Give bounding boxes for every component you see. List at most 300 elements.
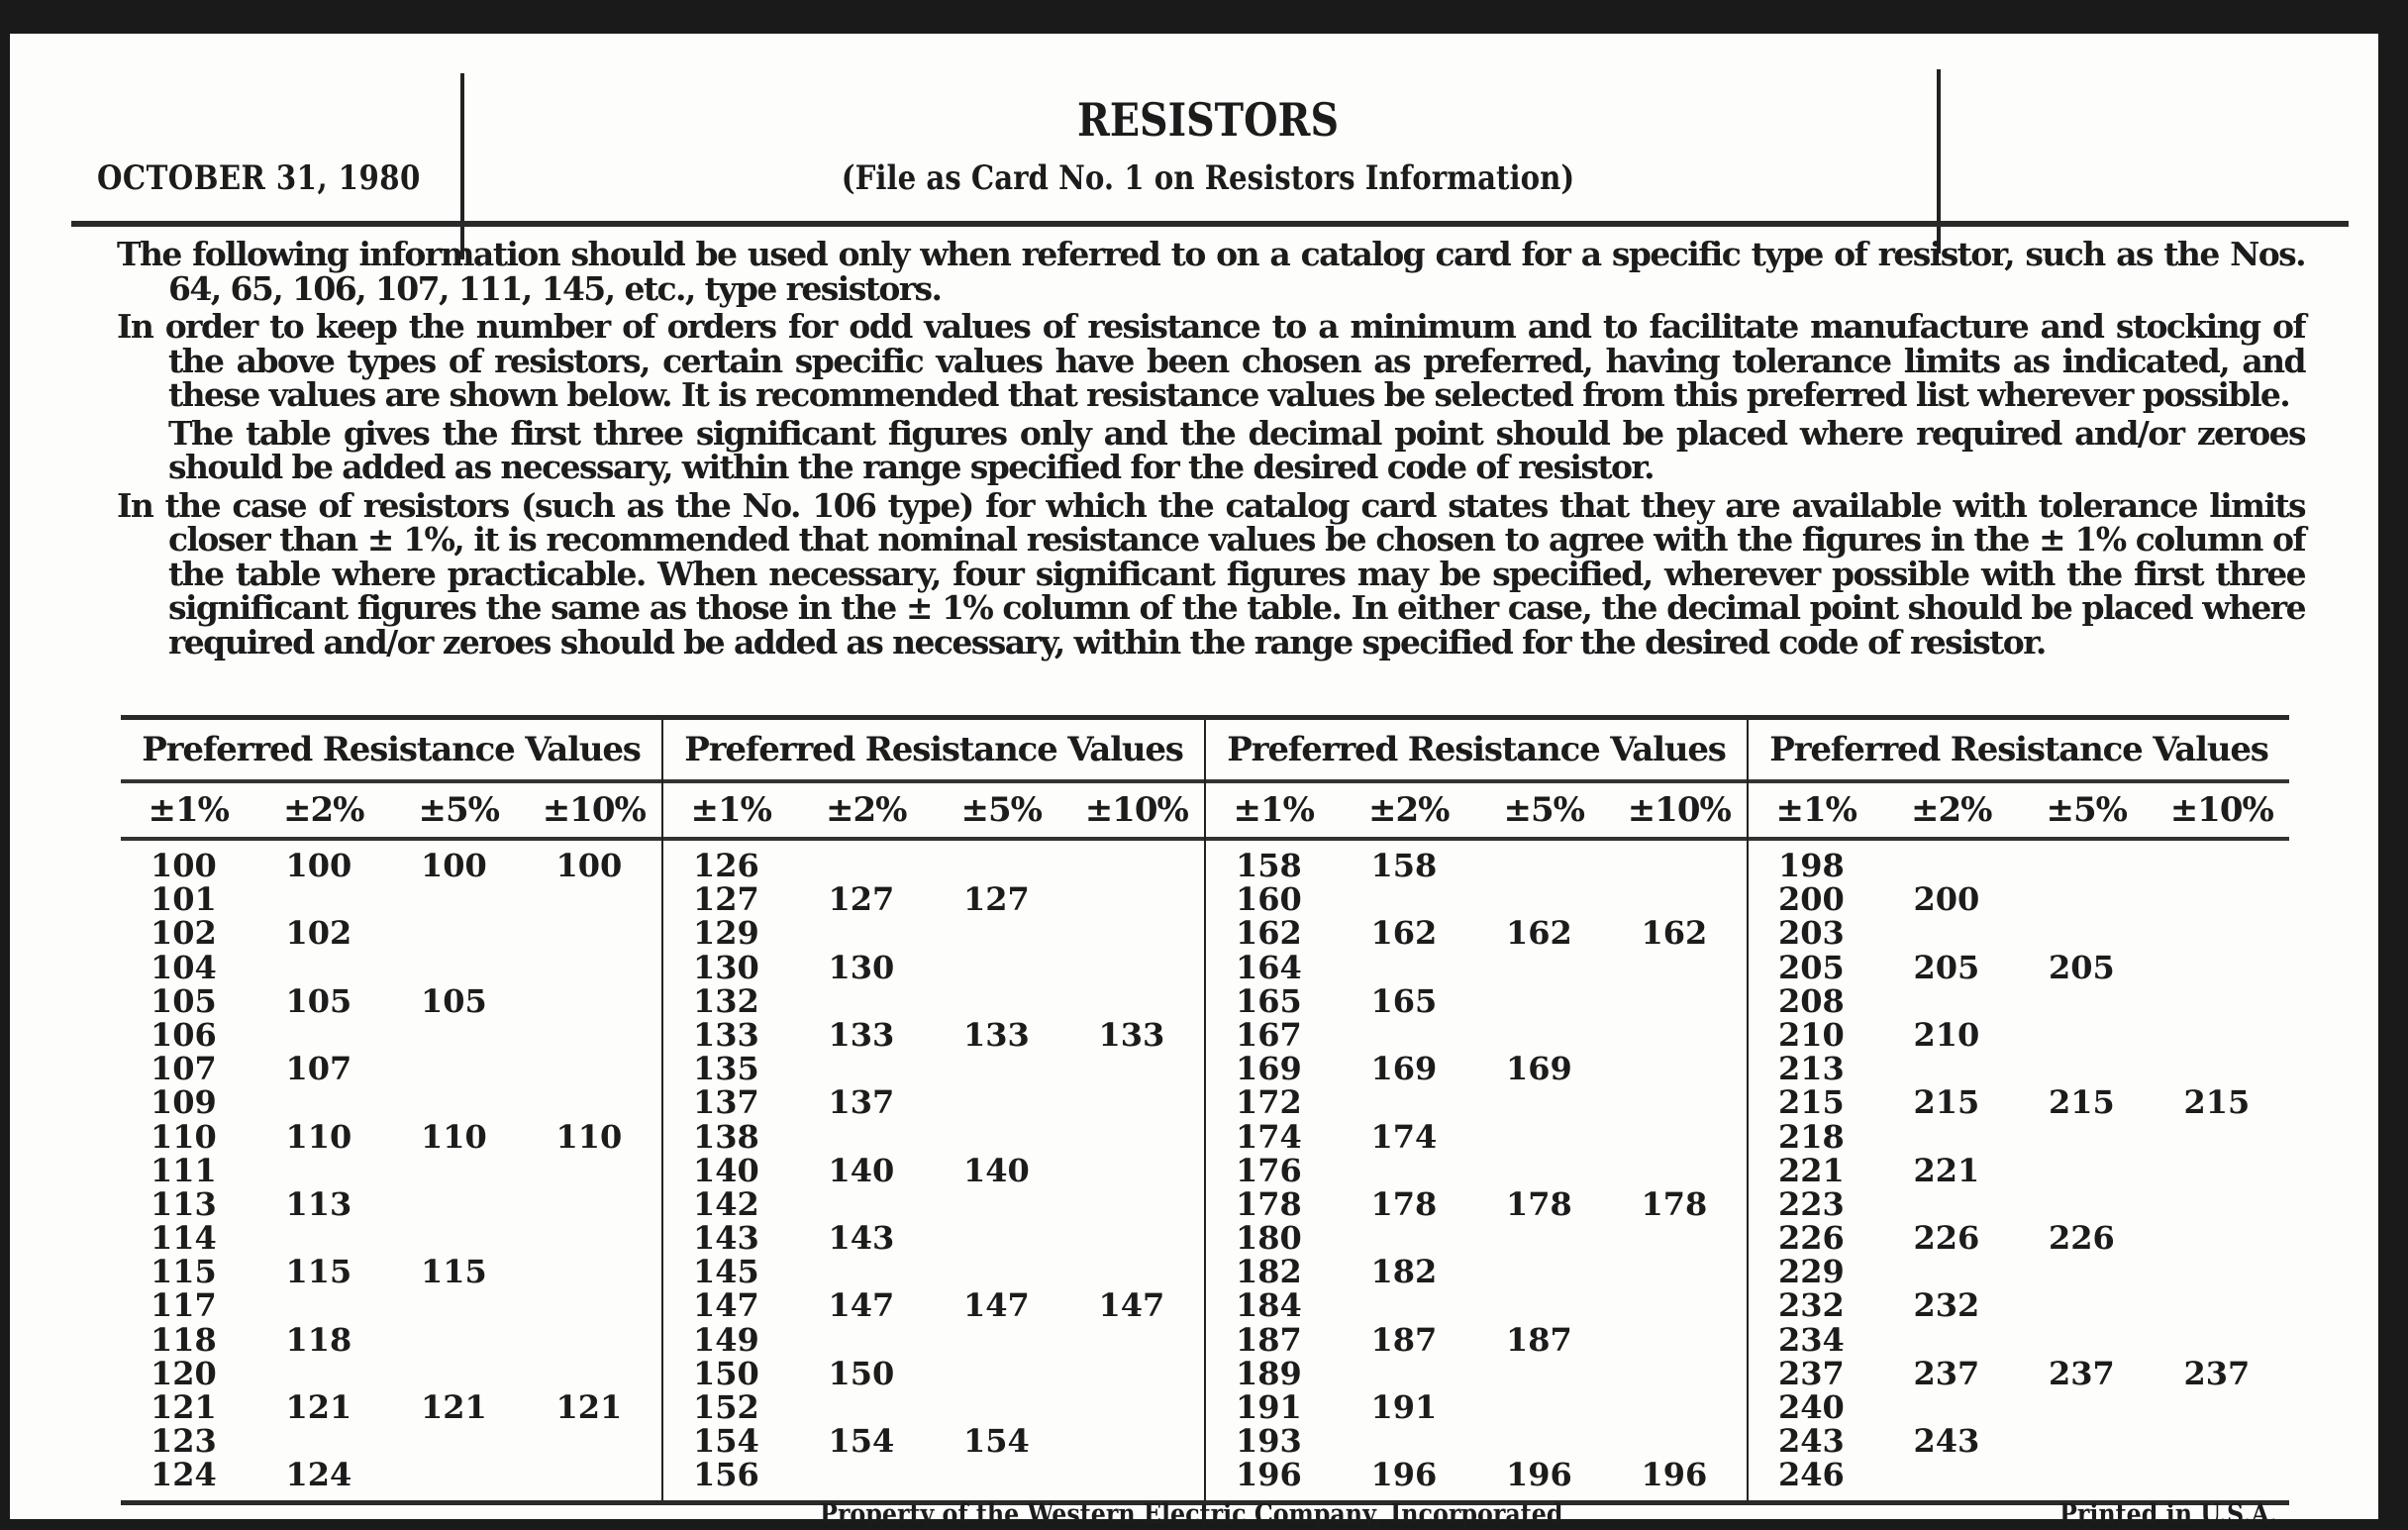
value-cell: 187 [1236, 1320, 1302, 1359]
value-cell: 218 [1778, 1117, 1845, 1156]
value-cell [2184, 1221, 2290, 1255]
value-cell: 213 [1778, 1050, 1845, 1088]
value-cell [1642, 1357, 1748, 1390]
value-cell: 104 [150, 948, 217, 986]
tolerance-header: ±10% [2169, 790, 2273, 830]
value-cell: 178 [1506, 1184, 1572, 1223]
tolerance-header: ±1% [1775, 790, 1856, 830]
value-cell: 120 [150, 1354, 217, 1392]
value-cell: 137 [828, 1083, 895, 1122]
value-cell: 237 [2183, 1354, 2251, 1392]
value-cell [286, 1221, 392, 1255]
value-column [1749, 849, 1884, 1492]
value-column [1612, 849, 1748, 1492]
value-cell [963, 1458, 1069, 1491]
value-cell: 226 [2049, 1219, 2115, 1258]
footer-property: Property of the Western Electric Company, Incorporated [820, 1499, 1563, 1530]
value-columns [1749, 841, 2289, 1492]
value-column [934, 849, 1069, 1492]
value-cell: 152 [693, 1388, 759, 1426]
tolerance-header: ±2% [826, 790, 907, 830]
value-cell [2184, 951, 2290, 984]
value-cell: 221 [1778, 1151, 1845, 1189]
value-cell [1914, 849, 2020, 882]
value-cell: 107 [150, 1050, 217, 1088]
value-cell: 221 [1913, 1151, 1980, 1189]
value-cell [1099, 1390, 1205, 1424]
value-cell [2184, 882, 2290, 916]
value-column [799, 849, 935, 1492]
value-columns [663, 841, 1204, 1492]
value-cell [1642, 882, 1748, 916]
paragraph-4: In the case of resistors (such as the No. 106 type) for which the catalog card states that they are available with tolerance limits closer than ± 1%, it is recommended that nominal resistance values be chosen to agree with the figures in the ± 1% column of the table where practicable. When necessary, four significant figures may be specified, wherever possible with the first three significant figures the same as those in the ± 1% column of the table. In either case, the decimal point should be placed where required and/or zeroes should be added as necessary, within the range specified for the desired code of resistor. [117, 485, 2305, 662]
value-cell: 156 [693, 1456, 759, 1494]
tolerance-header-row [663, 783, 1204, 841]
value-cell [421, 1154, 527, 1187]
value-cell: 132 [693, 981, 759, 1020]
value-cell [1914, 1120, 2020, 1154]
tolerance-header: ±10% [1627, 790, 1731, 830]
value-cell [556, 1288, 662, 1322]
value-cell: 100 [555, 847, 623, 884]
value-cell [1914, 1255, 2020, 1288]
value-cell: 182 [1236, 1253, 1302, 1291]
value-cell: 147 [828, 1286, 895, 1325]
value-cell: 129 [693, 914, 759, 953]
value-cell [2049, 1458, 2155, 1491]
value-cell: 174 [1236, 1117, 1302, 1156]
value-cell [2184, 1458, 2290, 1491]
group-heading: Preferred Resistance Values [1749, 720, 2289, 783]
value-cell: 101 [150, 880, 217, 919]
value-cell: 210 [1778, 1015, 1845, 1054]
value-cell [1506, 1357, 1612, 1390]
value-cell: 105 [285, 981, 352, 1020]
value-cell [1506, 1424, 1612, 1458]
value-cell: 232 [1778, 1286, 1845, 1325]
value-cell [556, 951, 662, 984]
value-cell: 123 [150, 1422, 217, 1461]
value-cell [1642, 1424, 1748, 1458]
value-cell: 234 [1778, 1320, 1845, 1359]
value-cell [1371, 1018, 1477, 1052]
value-cell [286, 1357, 392, 1390]
value-cell [963, 984, 1069, 1018]
value-cell: 237 [1778, 1354, 1845, 1392]
value-cell: 203 [1778, 914, 1845, 953]
group-heading: Preferred Resistance Values [663, 720, 1204, 783]
value-cell: 232 [1913, 1286, 1980, 1325]
value-cell: 127 [828, 880, 895, 919]
value-cell: 246 [1778, 1456, 1845, 1494]
value-cell: 121 [285, 1388, 352, 1426]
value-cell [1371, 1357, 1477, 1390]
value-cell [1506, 1288, 1612, 1322]
value-cell [421, 1085, 527, 1119]
tolerance-header: ±5% [1503, 790, 1584, 830]
value-cell [2049, 1154, 2155, 1187]
value-cell [1914, 916, 2020, 950]
value-columns [1206, 841, 1747, 1492]
value-cell [1914, 1052, 2020, 1085]
value-cell: 138 [693, 1117, 759, 1156]
value-cell [829, 1052, 935, 1085]
value-cell: 126 [693, 847, 759, 884]
value-cell [1642, 984, 1748, 1018]
value-cell: 115 [285, 1253, 352, 1291]
value-cell: 145 [693, 1253, 759, 1291]
value-cell: 140 [828, 1151, 895, 1189]
value-cell: 154 [693, 1422, 759, 1461]
value-cell: 121 [150, 1388, 217, 1426]
value-cell: 226 [1913, 1219, 1980, 1258]
value-cell [1371, 1154, 1477, 1187]
value-cell: 133 [1098, 1015, 1165, 1054]
value-cell: 147 [1098, 1286, 1165, 1325]
value-cell: 243 [1778, 1422, 1845, 1461]
value-cell: 149 [693, 1320, 759, 1359]
tolerance-header: ±10% [542, 790, 646, 830]
value-cell [1914, 984, 2020, 1018]
value-cell: 143 [828, 1219, 895, 1258]
value-cell [2049, 1187, 2155, 1221]
tolerance-header-row [1749, 783, 2289, 841]
value-cell [1099, 1120, 1205, 1154]
value-cell [963, 1187, 1069, 1221]
value-cell: 191 [1236, 1388, 1302, 1426]
value-cell: 193 [1236, 1422, 1302, 1461]
value-cell [963, 1221, 1069, 1255]
value-cell: 162 [1370, 914, 1438, 953]
value-cell [421, 1323, 527, 1357]
value-cell: 140 [963, 1151, 1030, 1189]
value-cell: 208 [1778, 981, 1845, 1020]
card-title: RESISTORS [1076, 93, 1340, 147]
value-cell [1642, 1052, 1748, 1085]
header-divider-left [460, 73, 464, 259]
value-column [1069, 849, 1205, 1492]
value-cell [556, 1221, 662, 1255]
tolerance-header: ±10% [1084, 790, 1188, 830]
value-cell [556, 916, 662, 950]
value-cell: 243 [1913, 1422, 1980, 1461]
tolerance-header-row [121, 783, 661, 841]
preferred-values-table [121, 715, 2289, 1505]
value-cell [1099, 1187, 1205, 1221]
value-cell: 162 [1641, 914, 1708, 953]
value-cell [2049, 849, 2155, 882]
value-cell [2184, 1390, 2290, 1424]
footer-printed: Printed in U.S.A. [2059, 1499, 2278, 1530]
value-cell: 191 [1370, 1388, 1438, 1426]
value-cell: 124 [285, 1456, 352, 1494]
value-cell: 110 [421, 1117, 487, 1156]
value-cell [2049, 1018, 2155, 1052]
value-cell: 237 [2049, 1354, 2115, 1392]
value-cell: 102 [150, 914, 217, 953]
value-cell [2049, 882, 2155, 916]
value-cell [1371, 1221, 1477, 1255]
value-cell [2049, 1424, 2155, 1458]
value-cell [286, 1288, 392, 1322]
value-cell [1371, 951, 1477, 984]
value-cell: 105 [150, 981, 217, 1020]
value-cell [286, 1424, 392, 1458]
value-cell [286, 1085, 392, 1119]
value-cell: 118 [150, 1320, 217, 1359]
value-cell: 143 [693, 1219, 759, 1258]
value-cell: 121 [421, 1388, 487, 1426]
value-cell: 196 [1641, 1456, 1708, 1494]
value-cell [2049, 984, 2155, 1018]
value-cell [1642, 1221, 1748, 1255]
value-cell [1099, 1052, 1205, 1085]
value-cell [2049, 1288, 2155, 1322]
value-cell [1642, 951, 1748, 984]
tolerance-header: ±5% [960, 790, 1042, 830]
value-cell: 200 [1778, 880, 1845, 919]
value-cell [1099, 916, 1205, 950]
value-cell: 164 [1236, 948, 1302, 986]
resistor-info-card [10, 34, 2378, 1530]
value-cell [1506, 1255, 1612, 1288]
value-cell: 105 [421, 981, 487, 1020]
value-cell: 215 [2049, 1083, 2115, 1122]
value-cell: 158 [1370, 847, 1438, 884]
group-heading: Preferred Resistance Values [1206, 720, 1747, 783]
value-cell [1099, 1255, 1205, 1288]
value-cell: 154 [828, 1422, 895, 1461]
value-cell [556, 882, 662, 916]
value-cell [963, 849, 1069, 882]
value-cell [963, 1120, 1069, 1154]
value-cell [1506, 951, 1612, 984]
paragraph-1: The following information should be used only when referred to on a catalog card for a specific type of resistor, such as the Nos. 64, 65, 106, 107, 111, 145, etc., type resistors. [117, 235, 2305, 308]
value-cell [556, 1187, 662, 1221]
value-cell: 210 [1913, 1015, 1980, 1054]
value-cell [963, 1323, 1069, 1357]
tolerance-header: ±2% [283, 790, 364, 830]
value-cell [963, 1390, 1069, 1424]
value-cell [1642, 1390, 1748, 1424]
value-cell [1099, 1221, 1205, 1255]
value-cell: 118 [285, 1320, 352, 1359]
value-cell: 135 [693, 1050, 759, 1088]
value-cell: 215 [1913, 1083, 1980, 1122]
value-cell [2049, 1323, 2155, 1357]
value-cell [421, 882, 527, 916]
value-cell: 110 [285, 1117, 352, 1156]
value-cell: 109 [150, 1083, 217, 1122]
value-cell [1506, 882, 1612, 916]
value-cell: 182 [1370, 1253, 1438, 1291]
value-cell: 174 [1370, 1117, 1438, 1156]
value-cell [963, 1085, 1069, 1119]
value-cell: 158 [1236, 847, 1302, 884]
value-cell: 107 [285, 1050, 352, 1088]
value-cell: 189 [1236, 1354, 1302, 1392]
value-cell [1099, 1085, 1205, 1119]
group-heading: Preferred Resistance Values [121, 720, 661, 783]
value-column [2019, 849, 2155, 1492]
value-cell: 229 [1778, 1253, 1845, 1291]
value-column [391, 849, 527, 1492]
value-cell [1642, 1018, 1748, 1052]
value-cell [421, 1221, 527, 1255]
paragraph-3: The table gives the first three significant figures only and the decimal point should be placed where required and/or zeroes should be added as necessary, within the range specified for the desired code of resistor. [168, 413, 2305, 486]
value-cell: 187 [1370, 1320, 1438, 1359]
value-cell: 127 [693, 880, 759, 919]
value-cell: 115 [421, 1253, 487, 1291]
value-cell [286, 951, 392, 984]
value-column [2155, 849, 2290, 1492]
value-cell: 169 [1236, 1050, 1302, 1088]
value-cell: 196 [1370, 1456, 1438, 1494]
value-cell [1914, 1458, 2020, 1491]
value-cell [963, 1357, 1069, 1390]
value-cell: 180 [1236, 1219, 1302, 1258]
value-cell: 133 [693, 1015, 759, 1054]
value-cell: 127 [963, 880, 1030, 919]
value-cell [1914, 1390, 2020, 1424]
value-cell: 223 [1778, 1184, 1845, 1223]
value-cell: 121 [555, 1388, 623, 1426]
value-cell: 215 [1778, 1083, 1845, 1122]
value-cell [1506, 1390, 1612, 1424]
value-cell [421, 1018, 527, 1052]
value-cell [2049, 1390, 2155, 1424]
value-cell [1642, 1154, 1748, 1187]
value-cell [2049, 1052, 2155, 1085]
tolerance-header: ±1% [690, 790, 771, 830]
value-column [121, 849, 256, 1492]
value-cell [2049, 1255, 2155, 1288]
value-cell [421, 1357, 527, 1390]
value-cell: 237 [1913, 1354, 1980, 1392]
value-cell [1642, 1255, 1748, 1288]
value-cell [2049, 916, 2155, 950]
value-cell [2184, 1424, 2290, 1458]
value-cell: 165 [1370, 981, 1438, 1020]
value-cell: 205 [1778, 948, 1845, 986]
value-cell [829, 849, 935, 882]
value-cell: 130 [693, 948, 759, 986]
value-column [527, 849, 662, 1492]
value-cell [829, 1458, 935, 1491]
value-cell: 115 [150, 1253, 217, 1291]
value-cell [829, 984, 935, 1018]
table-group [663, 720, 1206, 1500]
value-cell [2184, 1288, 2290, 1322]
value-cell: 133 [963, 1015, 1030, 1054]
value-cell [1099, 882, 1205, 916]
value-cell [556, 1424, 662, 1458]
value-cell: 124 [150, 1456, 217, 1494]
value-cell: 187 [1506, 1320, 1572, 1359]
value-cell [829, 1120, 935, 1154]
value-cell [1914, 1323, 2020, 1357]
value-cell [1371, 882, 1477, 916]
value-cell: 172 [1236, 1083, 1302, 1122]
card-subtitle: (File as Card No. 1 on Resistors Information) [841, 158, 1575, 198]
value-cell [1506, 1154, 1612, 1187]
value-cell [1914, 1187, 2020, 1221]
tolerance-header: ±5% [418, 790, 499, 830]
value-cell: 196 [1506, 1456, 1572, 1494]
value-cell: 198 [1778, 847, 1845, 884]
table-group [1749, 720, 2289, 1500]
value-cell [2184, 1154, 2290, 1187]
value-cell: 205 [2049, 948, 2115, 986]
value-cell: 176 [1236, 1151, 1302, 1189]
value-cell [1642, 1323, 1748, 1357]
value-cell: 169 [1506, 1050, 1572, 1088]
value-cell [1506, 984, 1612, 1018]
value-cell: 184 [1236, 1286, 1302, 1325]
value-cell [556, 1357, 662, 1390]
tolerance-header: ±1% [148, 790, 229, 830]
value-cell [1506, 849, 1612, 882]
value-cell [2184, 849, 2290, 882]
value-cell [2184, 1255, 2290, 1288]
value-column [1884, 849, 2020, 1492]
value-cell [1099, 849, 1205, 882]
value-cell [963, 1052, 1069, 1085]
value-cell: 205 [1913, 948, 1980, 986]
tolerance-header: ±2% [1368, 790, 1450, 830]
value-cell [829, 1255, 935, 1288]
value-cell [829, 1187, 935, 1221]
value-cell [1099, 1154, 1205, 1187]
value-cell [421, 916, 527, 950]
value-cell: 110 [555, 1117, 623, 1156]
value-cell [421, 951, 527, 984]
tolerance-header: ±5% [2046, 790, 2127, 830]
value-cell [1506, 1120, 1612, 1154]
value-cell: 160 [1236, 880, 1302, 919]
value-cell: 100 [150, 847, 217, 884]
value-cell: 100 [285, 847, 352, 884]
value-cell: 137 [693, 1083, 759, 1122]
value-cell [556, 1085, 662, 1119]
value-cell: 100 [421, 847, 487, 884]
value-column [663, 849, 799, 1492]
value-cell: 178 [1236, 1184, 1302, 1223]
value-column [256, 849, 392, 1492]
value-cell: 113 [285, 1184, 352, 1223]
value-cell [1642, 1085, 1748, 1119]
value-cell [286, 882, 392, 916]
value-cell [286, 1154, 392, 1187]
tolerance-header: ±1% [1233, 790, 1314, 830]
value-cell [2184, 1187, 2290, 1221]
value-cell [1099, 1424, 1205, 1458]
value-cell [829, 1390, 935, 1424]
value-columns [121, 841, 661, 1492]
value-cell [556, 1255, 662, 1288]
value-cell [1099, 951, 1205, 984]
value-cell [421, 1288, 527, 1322]
value-cell: 154 [963, 1422, 1030, 1461]
value-cell: 140 [693, 1151, 759, 1189]
value-cell [421, 1052, 527, 1085]
value-cell [556, 984, 662, 1018]
value-cell [556, 1458, 662, 1491]
value-cell: 142 [693, 1184, 759, 1223]
table-group [1206, 720, 1749, 1500]
value-cell [421, 1424, 527, 1458]
value-cell [556, 1154, 662, 1187]
